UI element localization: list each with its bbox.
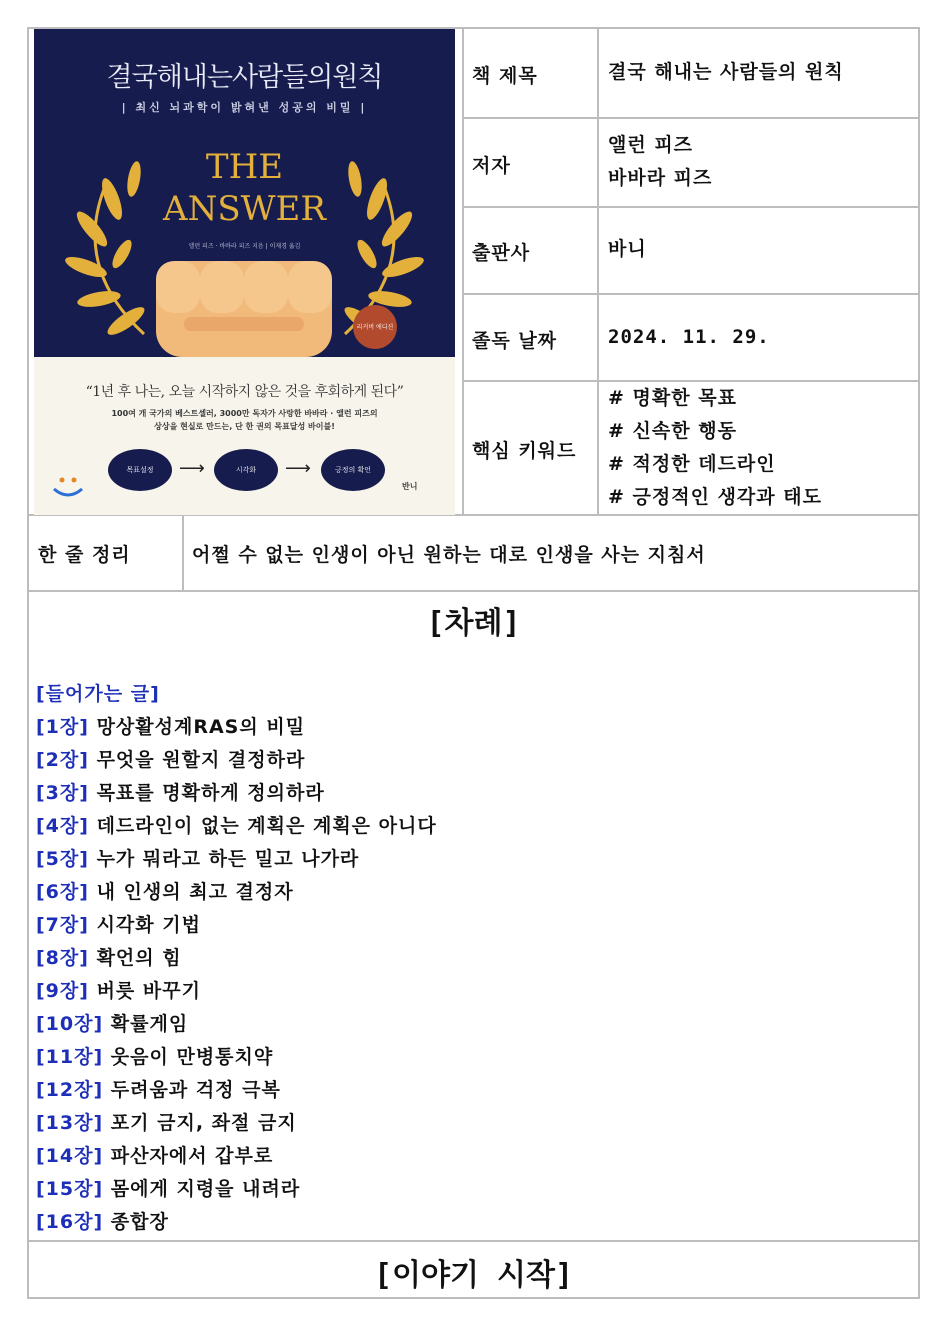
divider (462, 27, 464, 516)
keyword-item: # 적정한 데드라인 (608, 453, 776, 475)
toc-chapter (36, 843, 437, 876)
book-cover (34, 29, 455, 515)
keywords-label: 핵심 키워드 (472, 440, 577, 462)
toc-intro (36, 678, 437, 711)
divider (27, 590, 920, 592)
chapter-number: [1장] (36, 716, 89, 738)
chapter-number: [12장] (36, 1079, 104, 1101)
cover-title: 결국해내는사람들의원칙 (106, 62, 383, 93)
toc-chapter (36, 1008, 437, 1041)
toc-chapter (36, 1107, 437, 1140)
title-value: 결국 해내는 사람들의 원칙 (608, 61, 844, 83)
toc-intro-label: [들어가는 글] (36, 683, 160, 705)
chapter-title: 두려움과 걱정 극복 (110, 1079, 281, 1101)
chapter-title: 망상활성계RAS의 비밀 (96, 716, 306, 738)
chapter-number: [4장] (36, 815, 89, 837)
toc-chapter (36, 1140, 437, 1173)
author-value-1: 앨런 피즈 (608, 134, 694, 156)
date-value: 2024. 11. 29. (608, 326, 770, 348)
chapter-title: 데드라인이 없는 계획은 계획은 아니다 (96, 815, 437, 837)
toc-chapter (36, 1074, 437, 1107)
toc-chapter (36, 975, 437, 1008)
chapter-number: [2장] (36, 749, 89, 771)
cover-description (34, 407, 455, 433)
keyword-item: # 신속한 행동 (608, 420, 737, 442)
chapter-number: [7장] (36, 914, 89, 936)
fist-icon (34, 29, 455, 357)
smile-icon (48, 471, 88, 501)
chapter-title: 내 인생의 최고 결정자 (96, 881, 294, 903)
publisher-label: 출판사 (472, 242, 531, 264)
chapter-title: 시각화 기법 (96, 914, 201, 936)
chapter-number: [15장] (36, 1178, 104, 1200)
divider (462, 117, 920, 119)
chapter-title: 버릇 바꾸기 (96, 980, 201, 1002)
toc-chapter (36, 1173, 437, 1206)
cover-english-title-line1: THE (205, 147, 284, 187)
summary-label: 한 줄 정리 (38, 544, 131, 566)
chapter-number: [14장] (36, 1145, 104, 1167)
toc-chapter (36, 876, 437, 909)
chapter-number: [11장] (36, 1046, 104, 1068)
summary-value: 어쩔 수 없는 인생이 아닌 원하는 대로 인생을 사는 지침서 (192, 544, 706, 566)
chapter-number: [8장] (36, 947, 89, 969)
chapter-title: 포기 금지, 좌절 금지 (110, 1112, 297, 1134)
author-label: 저자 (472, 155, 511, 177)
author-value-2: 바바라 피즈 (608, 167, 713, 189)
chapter-title: 목표를 명확하게 정의하라 (96, 782, 325, 804)
story-start-heading: [이야기 시작] (373, 1258, 574, 1293)
chapter-title: 종합장 (110, 1211, 169, 1233)
divider (27, 1240, 920, 1242)
chapter-number: [10장] (36, 1013, 104, 1035)
cover-description-line2: 상상을 현실로 만드는, 단 한 권의 목표달성 바이블! (154, 422, 335, 431)
cover-quote: “1년 후 나는, 오늘 시작하지 않은 것을 후회하게 된다” (85, 384, 404, 400)
divider (597, 27, 599, 516)
chapter-title: 확언의 힘 (96, 947, 182, 969)
chapter-number: [9장] (36, 980, 89, 1002)
arrow-right-icon: ⟶ (179, 458, 205, 479)
cover-step-goal: 목표설정 (108, 449, 172, 491)
chapter-title: 무엇을 원할지 결정하라 (96, 749, 306, 771)
chapter-title: 파산자에서 갑부로 (110, 1145, 274, 1167)
toc-chapter (36, 1206, 437, 1239)
chapter-title: 웃음이 만병통치약 (110, 1046, 274, 1068)
date-label: 졸독 날짜 (472, 330, 558, 352)
title-label: 책 제목 (472, 65, 538, 87)
cover-authors: 앨런 피즈 · 바바라 피즈 지음 | 이재경 옮김 (188, 243, 301, 250)
chapter-number: [3장] (36, 782, 89, 804)
toc-list (36, 678, 437, 1239)
chapter-title: 확률게임 (110, 1013, 189, 1035)
toc-heading: [차례] (426, 606, 521, 641)
cover-publisher: 반니 (402, 482, 418, 491)
cover-subtitle: | 최신 뇌과학이 밝혀낸 성공의 비밀 | (121, 101, 368, 114)
chapter-number: [16장] (36, 1211, 104, 1233)
chapter-number: [6장] (36, 881, 89, 903)
divider (462, 293, 920, 295)
cover-step-affirmation: 긍정의 확언 (321, 449, 385, 491)
chapter-number: [13장] (36, 1112, 104, 1134)
toc-chapter (36, 744, 437, 777)
keyword-item: # 명확한 목표 (608, 387, 737, 409)
divider (462, 206, 920, 208)
chapter-title: 몸에게 지령을 내려라 (110, 1178, 301, 1200)
cover-badge: 리커버 에디션 (353, 305, 397, 349)
chapter-number: [5장] (36, 848, 89, 870)
toc-chapter (36, 909, 437, 942)
cover-description-line1: 100여 개 국가의 베스트셀러, 3000만 독자가 사랑한 바바라 · 앨런 피즈의 (111, 409, 378, 418)
toc-chapter (36, 711, 437, 744)
cover-top-panel (34, 29, 455, 357)
cover-step-visualize: 시각화 (214, 449, 278, 491)
publisher-value: 바니 (608, 238, 647, 260)
toc-chapter (36, 777, 437, 810)
keyword-item: # 긍정적인 생각과 태도 (608, 486, 822, 508)
divider (182, 514, 184, 592)
toc-chapter (36, 942, 437, 975)
toc-chapter (36, 810, 437, 843)
chapter-title: 누가 뭐라고 하든 밀고 나가라 (96, 848, 360, 870)
cover-english-title-line2: ANSWER (163, 189, 326, 229)
toc-chapter (36, 1041, 437, 1074)
arrow-right-icon: ⟶ (285, 458, 311, 479)
